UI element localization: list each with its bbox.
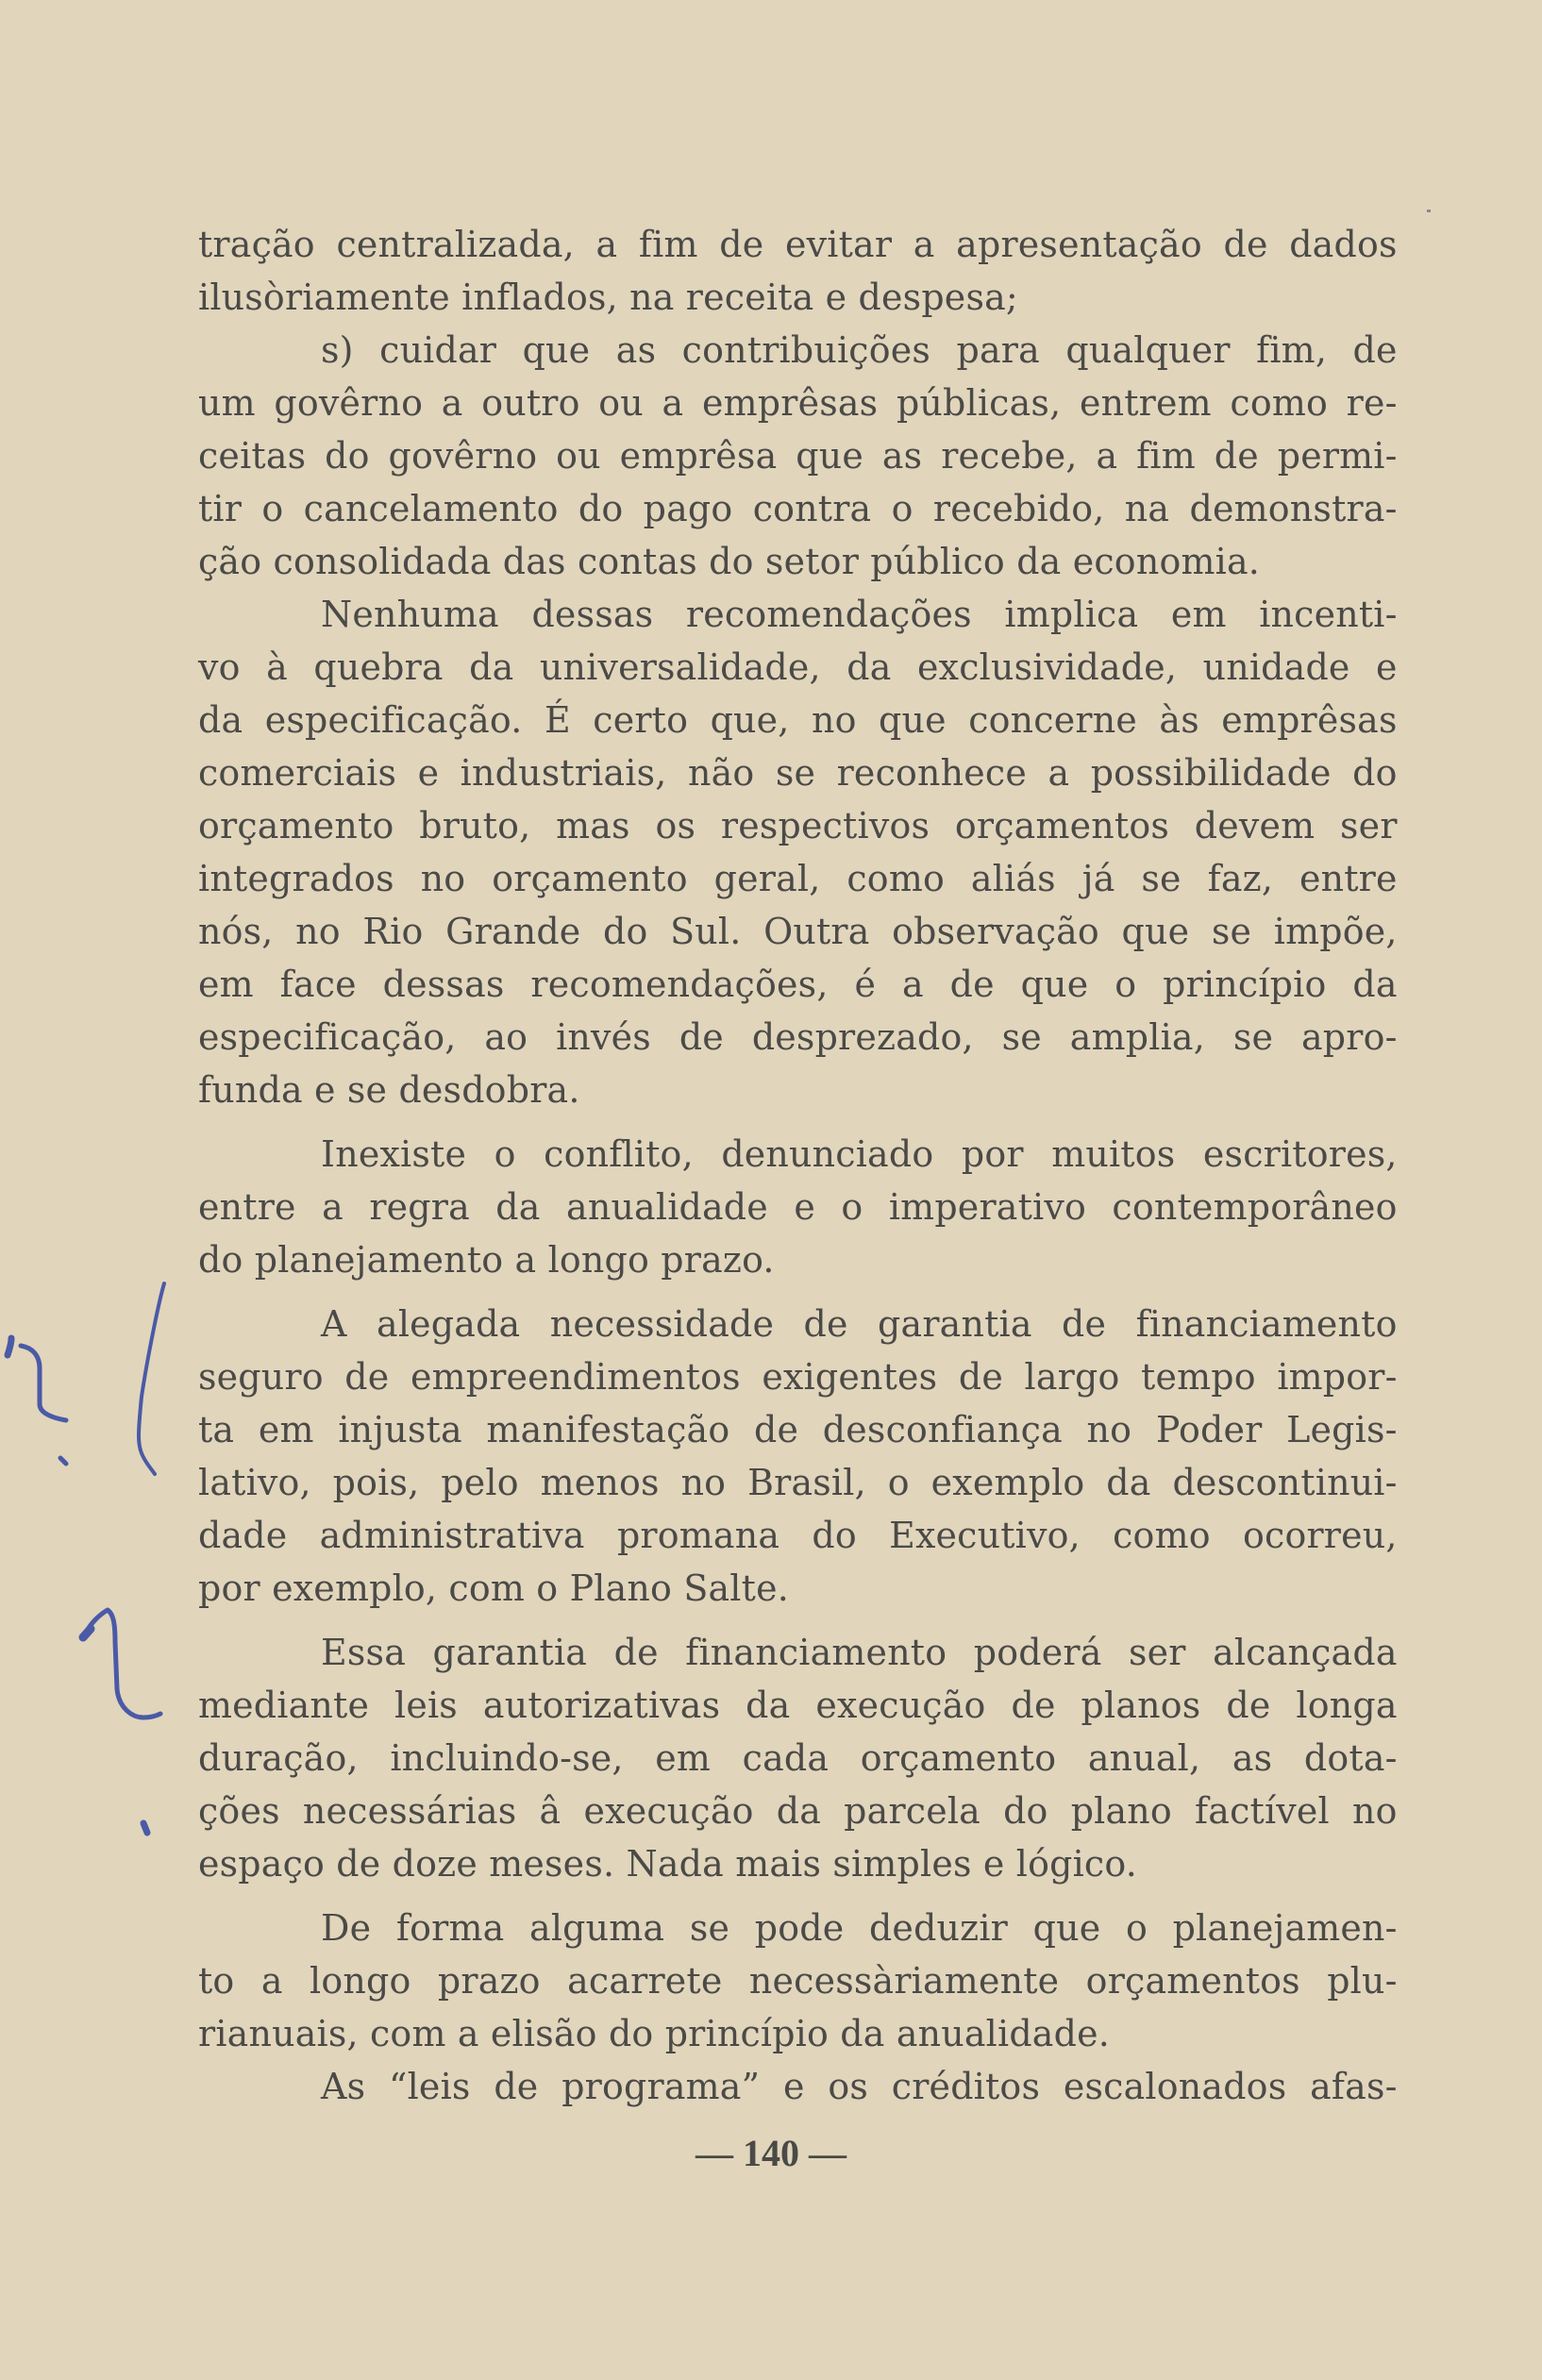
paragraph (198, 1129, 1416, 1287)
text-line: comerciais e industriais, não se reconhece a possibilidade do (198, 752, 1398, 795)
text-line: vo à quebra da universalidade, da exclusividade, unidade e (198, 646, 1398, 689)
paragraph (198, 219, 1416, 325)
paragraph (198, 1299, 1416, 1616)
paragraph (198, 325, 1416, 589)
paragraph (198, 1902, 1416, 2061)
page-body (198, 219, 1416, 2114)
text-line: nós, no Rio Grande do Sul. Outra observação que se impõe, (198, 911, 1398, 953)
text-line: seguro de empreendimentos exigentes de largo tempo impor- (198, 1356, 1398, 1399)
text-line: especificação, ao invés de desprezado, se amplia, se apro- (198, 1016, 1398, 1059)
text-line: do planejamento a longo prazo. (198, 1239, 775, 1282)
text-line: integrados no orçamento geral, como aliás já se faz, entre (198, 858, 1398, 900)
handwritten-mark (83, 1629, 91, 1637)
text-line: to a longo prazo acarrete necessàriamente orçamentos plu- (198, 1960, 1398, 2003)
text-line: da especificação. É certo que, no que concerne às emprêsas (198, 699, 1398, 742)
text-line: duração, incluindo-se, em cada orçamento anual, as dota- (198, 1737, 1398, 1780)
text-line: ção consolidada das contas do setor público da economia. (198, 541, 1261, 583)
margin-annotations (0, 0, 208, 1887)
text-line: um govêrno a outro ou a emprêsas públicas, entrem como re- (198, 382, 1398, 425)
paragraph (198, 589, 1416, 1117)
text-line: entre a regra da anualidade e o imperativo contemporâneo (198, 1186, 1398, 1229)
handwritten-dot (60, 1458, 66, 1464)
text-line: ções necessárias â execução da parcela do plano factível no (198, 1790, 1398, 1833)
paragraph (198, 1627, 1416, 1891)
text-line: por exemplo, com o Plano Salte. (198, 1567, 789, 1610)
handwritten-mark (21, 1346, 66, 1420)
text-line: tir o cancelamento do pago contra o recebido, na demonstra- (198, 488, 1398, 530)
text-line: Essa garantia de financiamento poderá ser alcançada (321, 1632, 1398, 1674)
handwritten-mark (83, 1610, 160, 1718)
text-line: mediante leis autorizativas da execução de planos de longa (198, 1684, 1398, 1727)
text-line: funda e se desdobra. (198, 1069, 580, 1112)
text-line: s) cuidar que as contribuições para qualquer fim, de (321, 329, 1398, 372)
page-number: — 140 — (696, 2132, 846, 2174)
paragraph (198, 2061, 1416, 2114)
text-line: lativo, pois, pelo menos no Brasil, o exemplo da descontinui- (198, 1462, 1398, 1504)
text-line: em face dessas recomendações, é a de que o princípio da (198, 964, 1398, 1006)
text-line: orçamento bruto, mas os respectivos orçamentos devem ser (198, 805, 1398, 847)
text-line: Nenhuma dessas recomendações implica em incenti- (321, 594, 1398, 636)
text-line: A alegada necessidade de garantia de financiamento (321, 1303, 1398, 1346)
text-line: tração centralizada, a fim de evitar a apresentação de dados (198, 224, 1398, 266)
text-line: ta em injusta manifestação de desconfiança no Poder Legis- (198, 1409, 1398, 1451)
text-line: ilusòriamente inflados, na receita e despesa; (198, 277, 1018, 319)
text-line: Inexiste o conflito, denunciado por muitos escritores, (321, 1133, 1398, 1176)
handwritten-mark (8, 1338, 11, 1355)
text-line: espaço de doze meses. Nada mais simples e lógico. (198, 1843, 1137, 1886)
handwritten-bracket (139, 1283, 164, 1474)
text-line: rianuais, com a elisão do princípio da anualidade. (198, 2013, 1110, 2055)
scan-speck (1427, 210, 1431, 212)
text-line: De forma alguma se pode deduzir que o planejamen- (321, 1907, 1398, 1950)
text-line: As “leis de programa” e os créditos escalonados afas- (321, 2066, 1398, 2108)
handwritten-dot (143, 1823, 147, 1833)
text-line: ceitas do govêrno ou emprêsa que as recebe, a fim de permi- (198, 435, 1398, 478)
text-line: dade administrativa promana do Executivo, como ocorreu, (198, 1515, 1398, 1557)
